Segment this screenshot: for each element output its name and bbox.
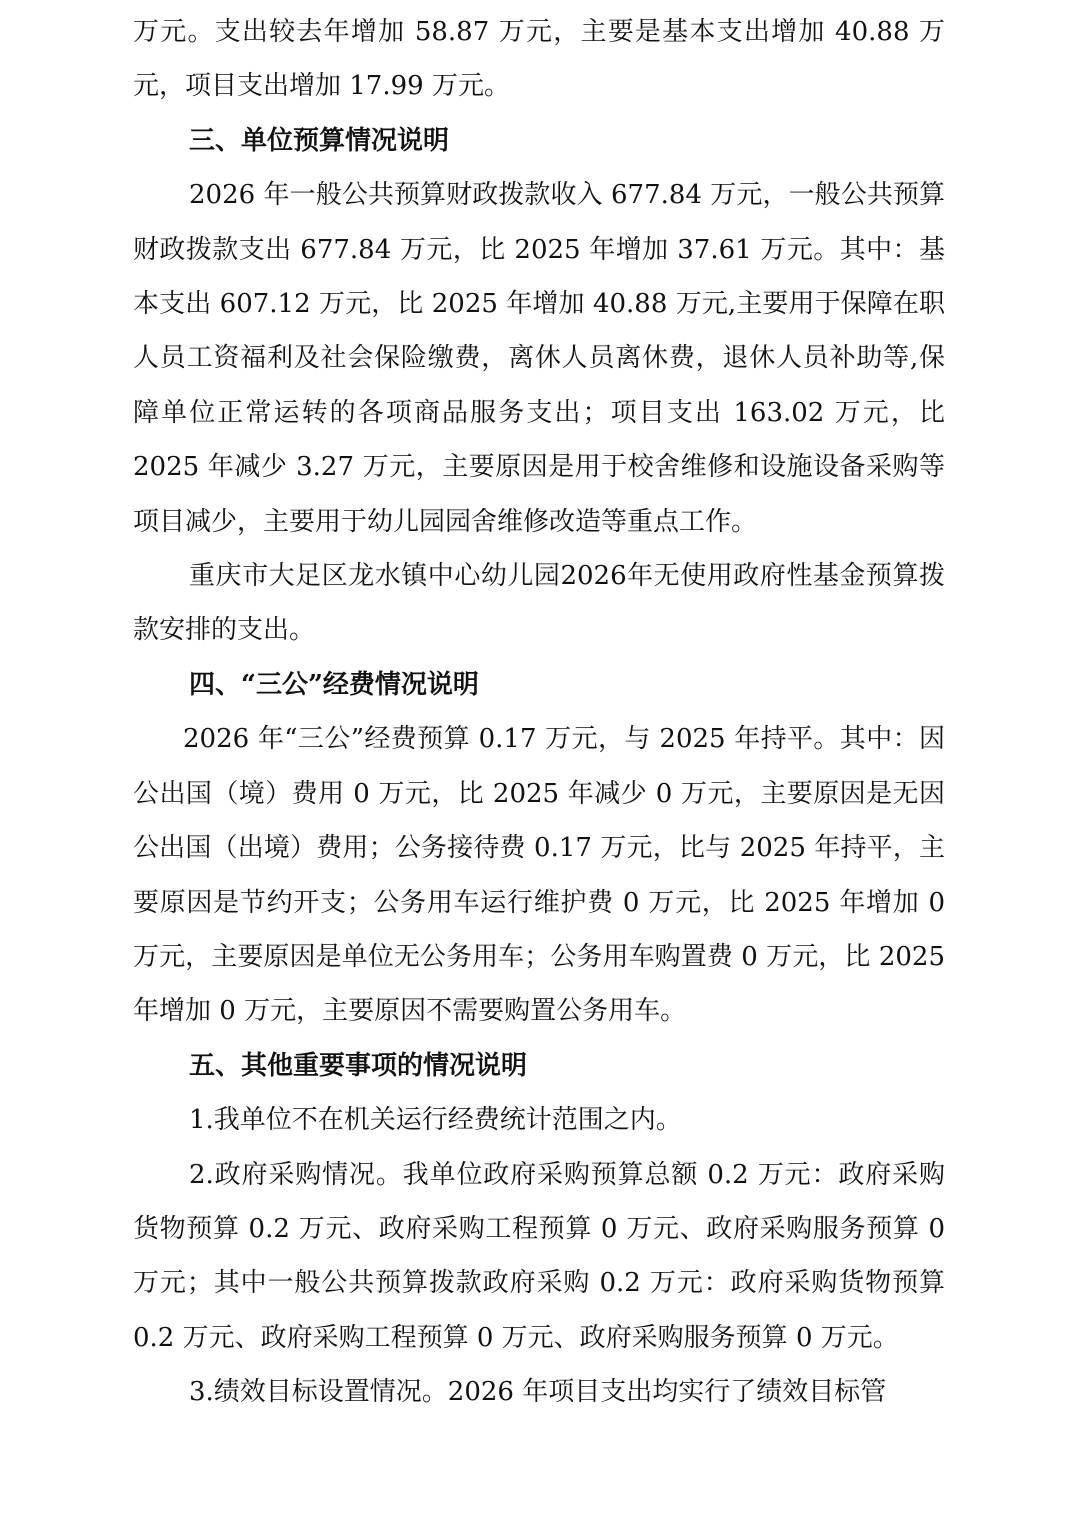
section-heading-three-public: 四、“三公”经费情况说明 [189, 669, 479, 700]
paragraph-operating-expenses: 1.我单位不在机关运行经费统计范围之内。 [189, 1105, 682, 1136]
section-heading-unit-budget: 三、单位预算情况说明 [189, 125, 450, 156]
paragraph-government-fund: 重庆市大足区龙水镇中心幼儿园2026年无使用政府性基金预算拨款安排的支出。 [133, 561, 945, 646]
paragraph-government-procurement: 2.政府采购情况。我单位政府采购预算总额 0.2 万元：政府采购货物预算 0.2 万元、政府采购工程预算 0 万元、政府采购服务预算 0 万元；其中一般公共预算拨款政府采购 0.2 万元：政府采购货物预算 0.2 万元、政府采购工程预算 0 万元、政府采购服务预算 0 万元。 [133, 1159, 945, 1353]
section-heading-other-matters: 五、其他重要事项的情况说明 [189, 1050, 528, 1081]
paragraph-expense-summary: 万元。支出较去年增加 58.87 万元，主要是基本支出增加 40.88 万元，项目支出增加 17.99 万元。 [133, 17, 945, 102]
paragraph-performance-goals: 3.绩效目标设置情况。2026 年项目支出均实行了绩效目标管 [189, 1377, 887, 1408]
document-page [133, 5, 945, 1420]
paragraph-three-public-expenses: 2026 年“三公”经费预算 0.17 万元，与 2025 年持平。其中：因公出国（境）费用 0 万元，比 2025 年减少 0 万元，主要原因是无因公出国（出境）费用；公务接待费 0.17 万元，比与 2025 年持平，主要原因是节约开支；公务用车运行维护费 0 万元，比 2025 年增加 0 万元，主要原因是单位无公务用车；公务用车购置费 0 万元，比 2025 年增加 0 万元，主要原因不需要购置公务用车。 [133, 724, 945, 1027]
paragraph-general-budget: 2026 年一般公共预算财政拨款收入 677.84 万元，一般公共预算财政拨款支出 677.84 万元，比 2025 年增加 37.61 万元。其中：基本支出 607.12 万元，比 2025 年增加 40.88 万元,主要用于保障在职人员工资福利及社会保险缴费，离休人员离休费，退休人员补助等,保障单位正常运转的各项商品服务支出；项目支出 163.02 万元，比 2025 年减少 3.27 万元，主要原因是用于校舍维修和设施设备采购等项目减少，主要用于幼儿园园舍维修改造等重点工作。 [133, 180, 945, 537]
